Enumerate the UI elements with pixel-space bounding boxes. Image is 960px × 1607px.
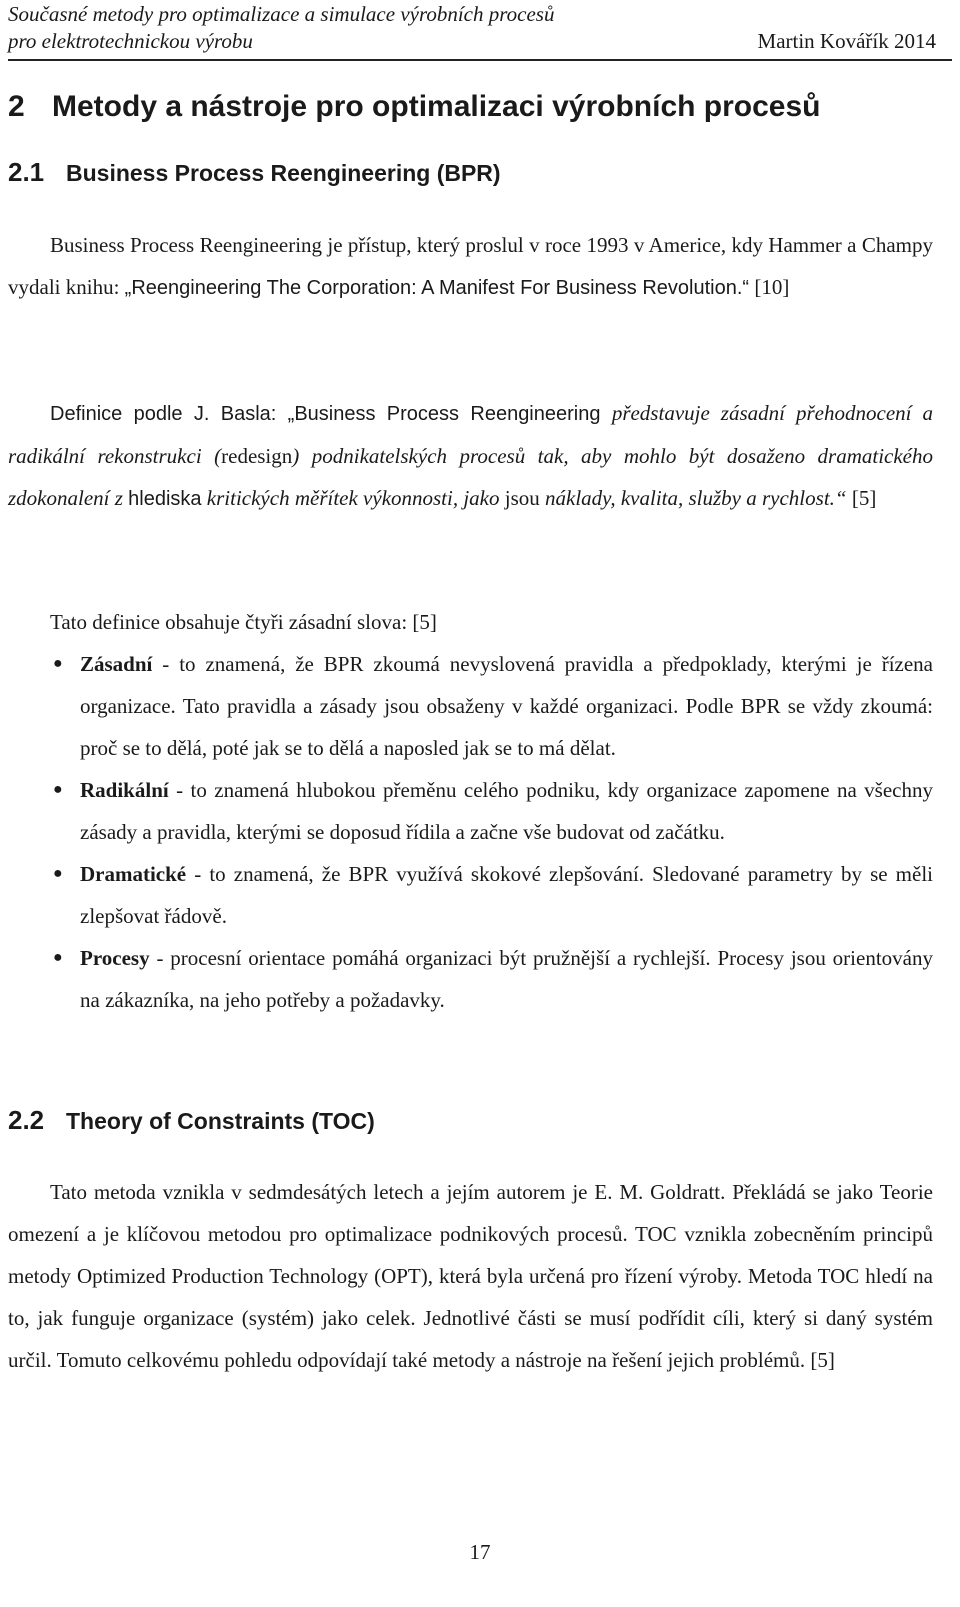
chapter-heading xyxy=(8,90,821,124)
list-item xyxy=(8,643,933,769)
chapter-title: Metody a nástroje pro optimalizaci výrobních procesů xyxy=(52,90,821,123)
bpr-definition-quote-open: „Business Process Reengineering xyxy=(287,403,612,425)
bpr-para1-text: Business Process Reengineering je přístup, který proslul v roce 1993 v Americe, kdy Hammer a Champy vydali knihu: xyxy=(8,233,933,299)
section-number-bpr: 2.1 xyxy=(8,157,45,187)
page-number: 17 xyxy=(469,1540,491,1564)
toc-paragraph-text: Tato metoda vznikla v sedmdesátých letech a jejím autorem je E. M. Goldratt. Překládá se jako Teorie omezení a je klíčovou metodou pro optimalizace podnikových procesů. TOC vznikla zobecněním principů metody Optimized Production Technology (OPT), která byla určená pro řízení výroby. Metoda TOC hledí na to, jak funguje organizace (systém) jako celek. Jednotlivé části se musí podřídit cíli, který si daný systém určil. Tomuto celkovému pohledu odpovídají také metody a nástroje na řešení jejich problémů. [5] xyxy=(8,1180,933,1372)
header-author-year: Martin Kovářík 2014 xyxy=(757,29,936,53)
chapter-number: 2 xyxy=(8,90,25,123)
section-number-toc: 2.2 xyxy=(8,1105,45,1135)
list-item-text: - to znamená hlubokou přeměnu celého podniku, kdy organizace zapomene na všechny zásady a pravidla, kterými se doposud řídila a začne vše budovat od začátku. xyxy=(80,778,933,844)
toc-paragraph-1 xyxy=(8,1171,933,1381)
bpr-definition-plain-c: jsou xyxy=(504,486,540,510)
list-item xyxy=(8,937,933,1021)
bpr-definition-ref: [5] xyxy=(846,486,877,510)
list-item-text: - to znamená, že BPR zkoumá nevyslovená pravidla a předpoklady, kterými je řízena organizace. Tato pravidla a zásady jsou obsaženy v každé organizaci. Podle BPR se vždy zkoumá: proč se to dělá, poté jak se to dělá a naposled jak se to má dělat. xyxy=(80,652,933,760)
bpr-paragraph-2 xyxy=(8,392,933,520)
header-title-line2: pro elektrotechnickou výrobu xyxy=(8,29,253,53)
running-header xyxy=(8,0,952,60)
list-item-term: Dramatické xyxy=(80,862,187,886)
list-item-text: - to znamená, že BPR využívá skokové zlepšování. Sledované parametry by se měli zlepšovat řádově. xyxy=(80,862,933,928)
section-heading-toc xyxy=(8,1105,375,1136)
bpr-definition-plain-a: redesign xyxy=(221,444,293,468)
list-item-term: Zásadní xyxy=(80,652,153,676)
bpr-definition-plain-b: hlediska xyxy=(128,488,202,510)
bpr-definition-lead: Definice podle J. Basla: xyxy=(50,403,288,425)
bullet-icon: ● xyxy=(53,655,63,672)
bullet-icon: ● xyxy=(53,949,63,966)
bpr-definition-italic-b: ) podnikatelských procesů tak, aby mohlo být dosaženo dramatického zdokonalení z xyxy=(8,444,934,510)
bpr-paragraph-3 xyxy=(8,601,933,643)
bpr-paragraph-1 xyxy=(8,224,933,309)
section-title-toc: Theory of Constraints (TOC) xyxy=(66,1108,375,1134)
bpr-definition-italic-c: kritických měřítek výkonnosti, jako xyxy=(201,486,505,510)
list-item-text: - procesní orientace pomáhá organizaci být pružnější a rychlejší. Procesy jsou orientovány na zákazníka, na jeho potřeby a požadavky. xyxy=(80,946,933,1012)
bpr-definition-italic-d: náklady, kvalita, služby a rychlost.“ xyxy=(539,486,847,510)
bpr-para1-ref: [10] xyxy=(749,275,790,299)
section-heading-bpr xyxy=(8,157,501,188)
list-item-term: Procesy xyxy=(80,946,150,970)
bpr-definition-italic-a: představuje zásadní přehodnocení a radikální rekonstrukci ( xyxy=(8,401,934,468)
bpr-book-title: „Reengineering The Corporation: A Manifest For Business Revolution.“ xyxy=(124,277,750,299)
list-item xyxy=(8,769,933,853)
header-divider xyxy=(8,59,952,61)
bpr-key-words-list xyxy=(8,643,933,1021)
list-item-term: Radikální xyxy=(80,778,169,802)
list-item xyxy=(8,853,933,937)
bpr-four-words-intro: Tato definice obsahuje čtyři zásadní slova: [5] xyxy=(50,610,437,634)
bullet-icon: ● xyxy=(53,865,63,882)
bullet-icon: ● xyxy=(53,781,63,798)
section-title-bpr: Business Process Reengineering (BPR) xyxy=(66,160,501,186)
header-title-line1: Současné metody pro optimalizace a simulace výrobních procesů xyxy=(8,2,555,26)
